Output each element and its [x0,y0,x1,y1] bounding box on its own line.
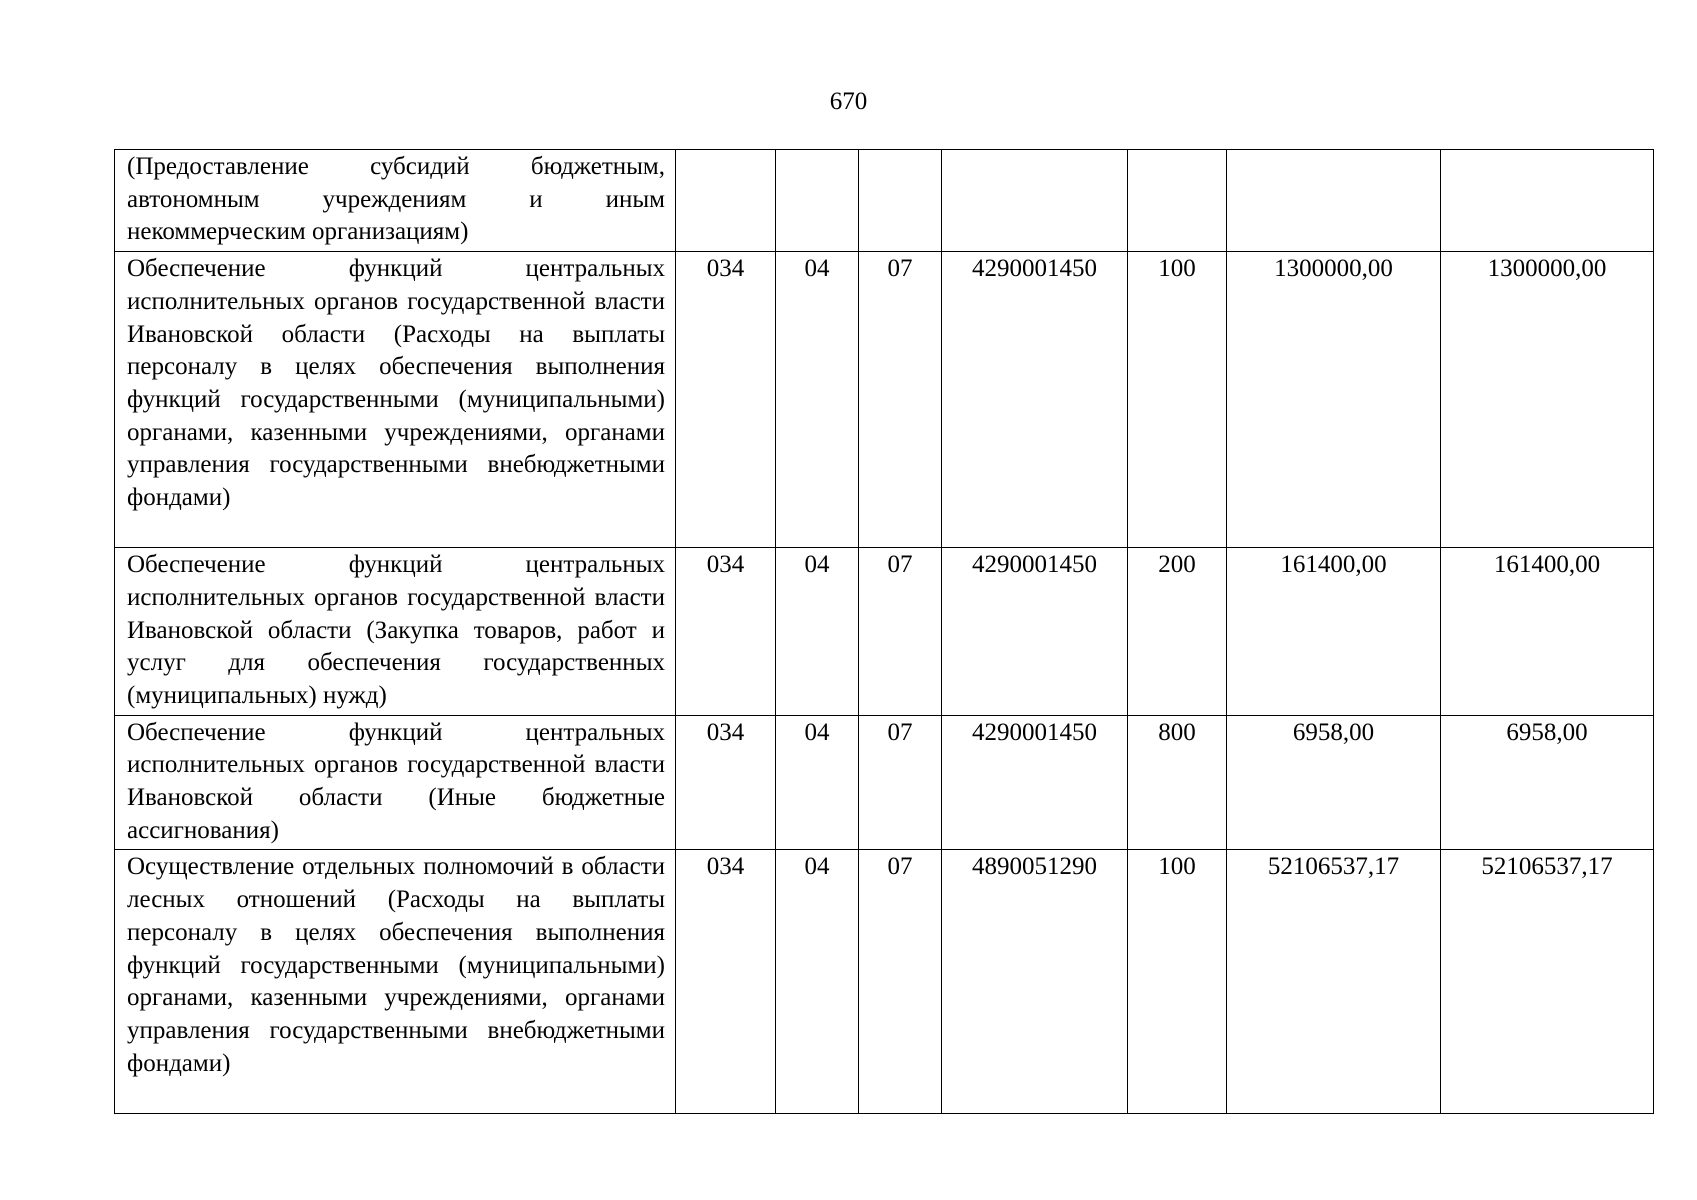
cell-admin-code [676,150,776,252]
cell-subsection: 07 [859,715,942,850]
cell-subsection: 07 [859,548,942,716]
cell-amount-2 [1441,150,1654,252]
cell-expense-type: 100 [1128,252,1227,548]
cell-subsection: 07 [859,252,942,548]
cell-amount-2: 161400,00 [1441,548,1654,716]
cell-target-article: 4290001450 [942,548,1128,716]
cell-description: Обеспечение функций центральных исполнительных органов государственной власти Ивановской области (Закупка товаров, работ и услуг для обеспечения государственных (муниципальных) нужд) [115,548,676,716]
cell-section: 04 [776,548,859,716]
cell-amount-2: 6958,00 [1441,715,1654,850]
cell-amount-2: 1300000,00 [1441,252,1654,548]
cell-amount-1: 6958,00 [1227,715,1441,850]
cell-amount-1: 52106537,17 [1227,850,1441,1114]
table-row [115,715,1654,850]
budget-table [114,149,1654,1114]
cell-admin-code: 034 [676,715,776,850]
cell-target-article: 4290001450 [942,252,1128,548]
cell-section: 04 [776,252,859,548]
cell-admin-code: 034 [676,850,776,1114]
cell-target-article: 4290001450 [942,715,1128,850]
cell-expense-type: 100 [1128,850,1227,1114]
table-row [115,850,1654,1114]
cell-amount-1: 161400,00 [1227,548,1441,716]
cell-expense-type: 200 [1128,548,1227,716]
cell-amount-1: 1300000,00 [1227,252,1441,548]
cell-description: Осуществление отдельных полномочий в области лесных отношений (Расходы на выплаты персоналу в целях обеспечения выполнения функций государственными (муниципальными) органами, казенными учреждениями, органами управления государственными внебюджетными фондами) [115,850,676,1114]
cell-target-article [942,150,1128,252]
cell-admin-code: 034 [676,252,776,548]
cell-section: 04 [776,850,859,1114]
table-row [115,548,1654,716]
cell-section: 04 [776,715,859,850]
table-row [115,150,1654,252]
cell-subsection [859,150,942,252]
cell-target-article: 4890051290 [942,850,1128,1114]
cell-expense-type: 800 [1128,715,1227,850]
page-number: 670 [829,88,868,115]
cell-description: Обеспечение функций центральных исполнительных органов государственной власти Ивановской области (Иные бюджетные ассигнования) [115,715,676,850]
cell-subsection: 07 [859,850,942,1114]
cell-description: Обеспечение функций центральных исполнительных органов государственной власти Ивановской области (Расходы на выплаты персоналу в целях обеспечения выполнения функций государственными (муниципальными) органами, казенными учреждениями, органами управления государственными внебюджетными фондами) [115,252,676,548]
cell-section [776,150,859,252]
cell-expense-type [1128,150,1227,252]
table-row [115,252,1654,548]
cell-admin-code: 034 [676,548,776,716]
cell-amount-2: 52106537,17 [1441,850,1654,1114]
cell-amount-1 [1227,150,1441,252]
cell-description: (Предоставление субсидий бюджетным, автономным учреждениям и иным некоммерческим организациям) [115,150,676,252]
